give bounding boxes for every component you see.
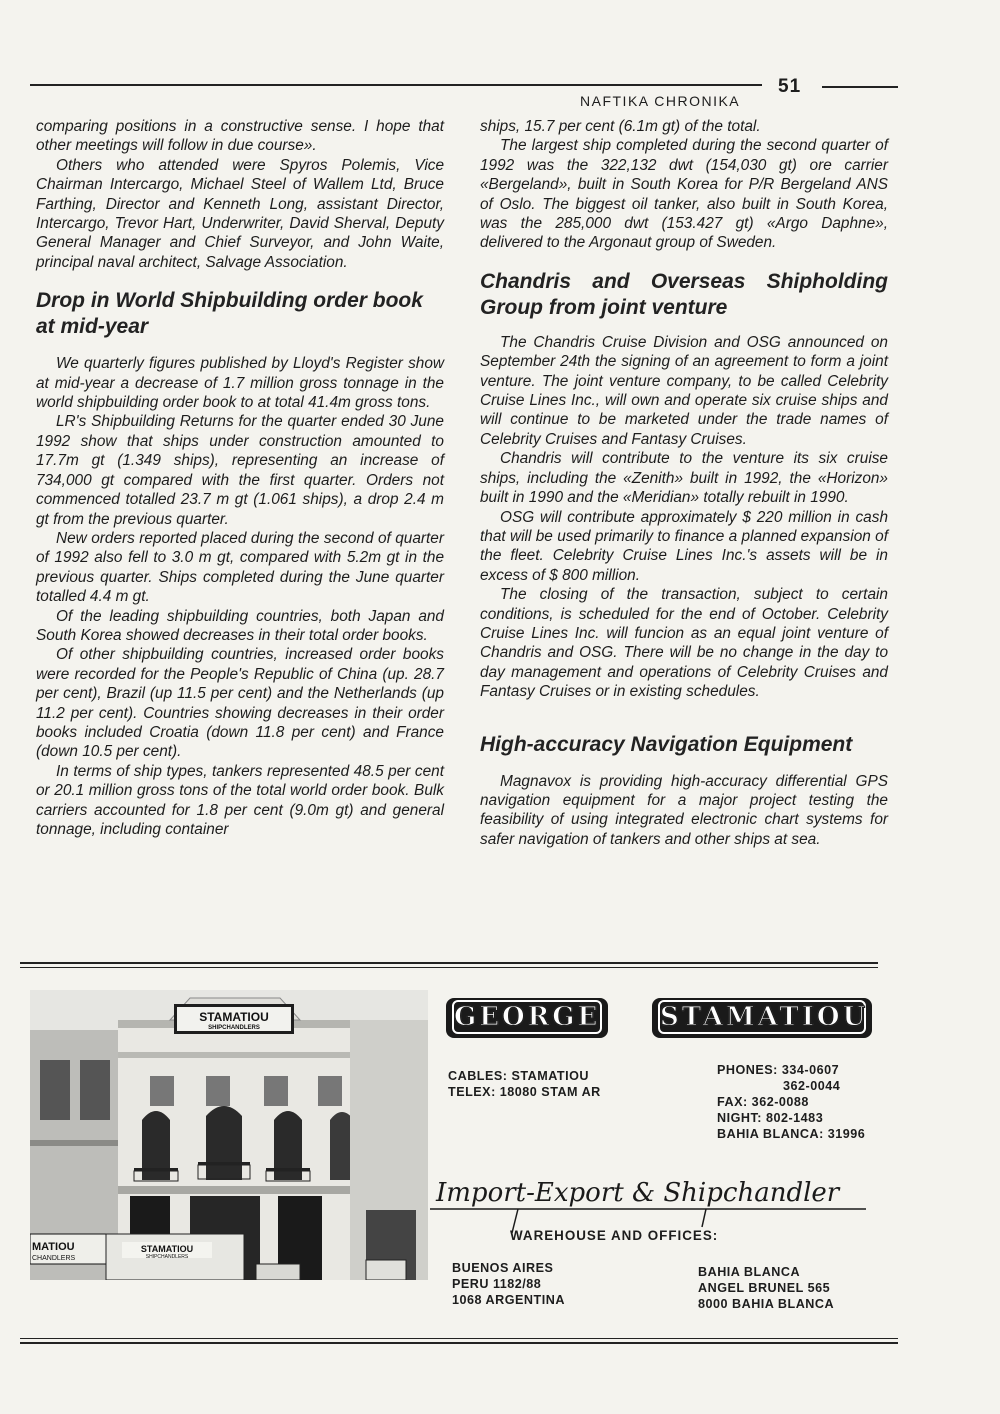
header-rule bbox=[30, 84, 762, 86]
right-column bbox=[480, 117, 888, 849]
article-title-navigation: High-accuracy Navigation Equipment bbox=[480, 732, 853, 756]
phones-line-2: 362-0044 bbox=[783, 1079, 841, 1093]
bottom-rule bbox=[20, 1338, 898, 1339]
side-sign-sub: CHANDLERS bbox=[32, 1255, 76, 1262]
tagline-script bbox=[430, 1167, 870, 1237]
advert-top-rule bbox=[20, 967, 878, 968]
page-number: 51 bbox=[778, 76, 802, 97]
article-paragraph: Of the leading shipbuilding countries, both Japan and South Korea showed decreases in their total order books. bbox=[36, 607, 444, 644]
intro-paragraph: Others who attended were Spyros Polemis, Vice Chairman Intercargo, Michael Steel of Wallem Ltd, Bruce Farthing, Director and Kenneth Long, assistant Director, Intercargo, Trevor Hart, Underwriter, David Sherval, Deputy General Manager and Chief Surveyor, and John Waite, principal naval architect, Salvage Association. bbox=[36, 156, 444, 271]
article-paragraph: We quarterly figures published by Lloyd's Register show at mid-year a decrease of 1.7 million gross tonnage in the world shipbuilding order book to at total 41.4m gross tons. bbox=[36, 355, 444, 412]
office-line: 1068 ARGENTINA bbox=[452, 1293, 565, 1307]
office-buenos-aires bbox=[452, 1260, 565, 1308]
fax-line: FAX: 362-0088 bbox=[717, 1095, 809, 1109]
article-paragraph: Of other shipbuilding countries, increased order books were recorded for the People's Republic of China (up. 28.7 per cent), Brazil (up 11.5 per cent) and the Netherlands (up 11.2 per cent). Countries showing decreases in their order books included Croatia (down 11.8 per cent) and France (down 10.5 per cent). bbox=[36, 646, 444, 761]
office-bahia-blanca bbox=[698, 1264, 834, 1312]
advert-top-rule bbox=[20, 962, 878, 964]
cables-line: CABLES: STAMATIOU bbox=[448, 1069, 589, 1083]
article-paragraph: LR's Shipbuilding Returns for the quarter ended 30 June 1992 show that ships under construction amounted to 17.7m gt (1.349 ships), representing an increase of 734,000 gt compared with the first quarter. Orders not commenced totalled 23.7 m gt (1.061 ships), a drop 2.4 m gt from the previous quarter. bbox=[36, 413, 444, 528]
article-paragraph: The largest ship completed during the second quarter of 1992 was the 322,132 dwt (154,030 gt) ore carrier «Bergeland», built in South Korea for P/R Bergeland ANS of Oslo. The biggest oil tanker, also built in South Korea, was the 285,000 dwt (153.427 gt) «Argo Daphne», delivered to the Argonaut group of Sweden. bbox=[480, 137, 888, 252]
article-title-shipbuilding: Drop in World Shipbuilding order book at mid-year bbox=[36, 289, 423, 339]
article-paragraph: The Chandris Cruise Division and OSG announced on September 24th the signing of an agreement to form a joint venture. The joint venture company, to be called Celebrity Cruise Lines Inc., will own and operate six cruise ships and will continue to be marketed under the trade names of Celebrity Cruises and Fantasy Cruises. bbox=[480, 333, 888, 448]
article-paragraph: ships, 15.7 per cent (6.1m gt) of the total. bbox=[480, 118, 761, 135]
logo-george-text: GEORGE bbox=[454, 1002, 601, 1032]
logo-stamatiou-text: STAMATIOU bbox=[660, 1002, 869, 1032]
bottom-rule bbox=[20, 1342, 898, 1344]
truck-sign-sub: SHIPCHANDLERS bbox=[145, 1254, 189, 1260]
article-title-chandris: Chandris and Overseas Shipholding Group from joint venture bbox=[480, 269, 888, 319]
article-paragraph: In terms of ship types, tankers represented 48.5 per cent or 20.1 million gross tons of the total world order book. Bulk carriers accounted for 1.8 per cent (9.0m gt) and general tonnage, including container bbox=[36, 762, 444, 838]
tagline-text: Import-Export & Shipchandler bbox=[436, 1178, 840, 1208]
warehouse-heading: WAREHOUSE AND OFFICES: bbox=[510, 1228, 719, 1243]
office-line: BUENOS AIRES bbox=[452, 1261, 554, 1275]
left-column bbox=[36, 117, 444, 839]
office-line: 8000 BAHIA BLANCA bbox=[698, 1297, 835, 1311]
side-sign-name: MATIOU bbox=[32, 1241, 75, 1253]
store-sign-name: STAMATIOU bbox=[199, 1010, 269, 1024]
bahia-phone-line: BAHIA BLANCA: 31996 bbox=[717, 1127, 866, 1141]
storefront-photo bbox=[30, 990, 428, 1280]
office-line: PERU 1182/88 bbox=[452, 1277, 542, 1291]
contact-phones bbox=[717, 1062, 865, 1142]
article-paragraph: New orders reported placed during the second of quarter of 1992 also fell to 3.0 m gt, compared with 5.2m gt in the previous quarter. Ships completed during the June quarter totalled 4.4 m gt. bbox=[36, 529, 444, 606]
contact-cables-telex bbox=[448, 1068, 601, 1100]
header-rule-right bbox=[822, 86, 898, 88]
logo-stamatiou bbox=[652, 998, 872, 1038]
office-line: ANGEL BRUNEL 565 bbox=[698, 1281, 831, 1295]
truck-sign-name: STAMATIOU bbox=[140, 1244, 194, 1254]
running-head: NAFTIKA CHRONIKA bbox=[580, 93, 741, 109]
intro-paragraph: comparing positions in a constructive sense. I hope that other meetings will follow in due course». bbox=[36, 118, 444, 155]
phones-line: PHONES: 334-0607 bbox=[717, 1063, 840, 1077]
logo-george bbox=[446, 998, 608, 1038]
telex-line: TELEX: 18080 STAM AR bbox=[448, 1085, 601, 1099]
article-paragraph: Magnavox is providing high-accuracy differential GPS navigation equipment for a major project testing the feasibility of using integrated electronic chart systems for safer navigation of tankers and other ships at sea. bbox=[480, 772, 888, 848]
night-line: NIGHT: 802-1483 bbox=[717, 1111, 824, 1125]
article-paragraph: The closing of the transaction, subject to certain conditions, is scheduled for the end of October. Celebrity Cruise Lines Inc. will funcion as an equal joint venture of Chandris and OSG. There will be no change in the day to day management and operations of Celebrity Cruises and Fantasy Cruises or in existing schedules. bbox=[480, 586, 888, 701]
store-sign-sub: SHIPCHANDLERS bbox=[208, 1025, 260, 1031]
article-paragraph: Chandris will contribute to the venture its six cruise ships, including the «Zenith» built in 1992, the «Horizon» built in 1990 and the «Meridian» totally rebuilt in 1990. bbox=[480, 450, 888, 507]
office-line: BAHIA BLANCA bbox=[698, 1265, 801, 1279]
article-paragraph: OSG will contribute approximately $ 220 million in cash that will be used primarily to finance a planned expansion of the fleet. Celebrity Cruise Lines Inc.'s assets will be in excess of $ 800 million. bbox=[480, 508, 888, 584]
